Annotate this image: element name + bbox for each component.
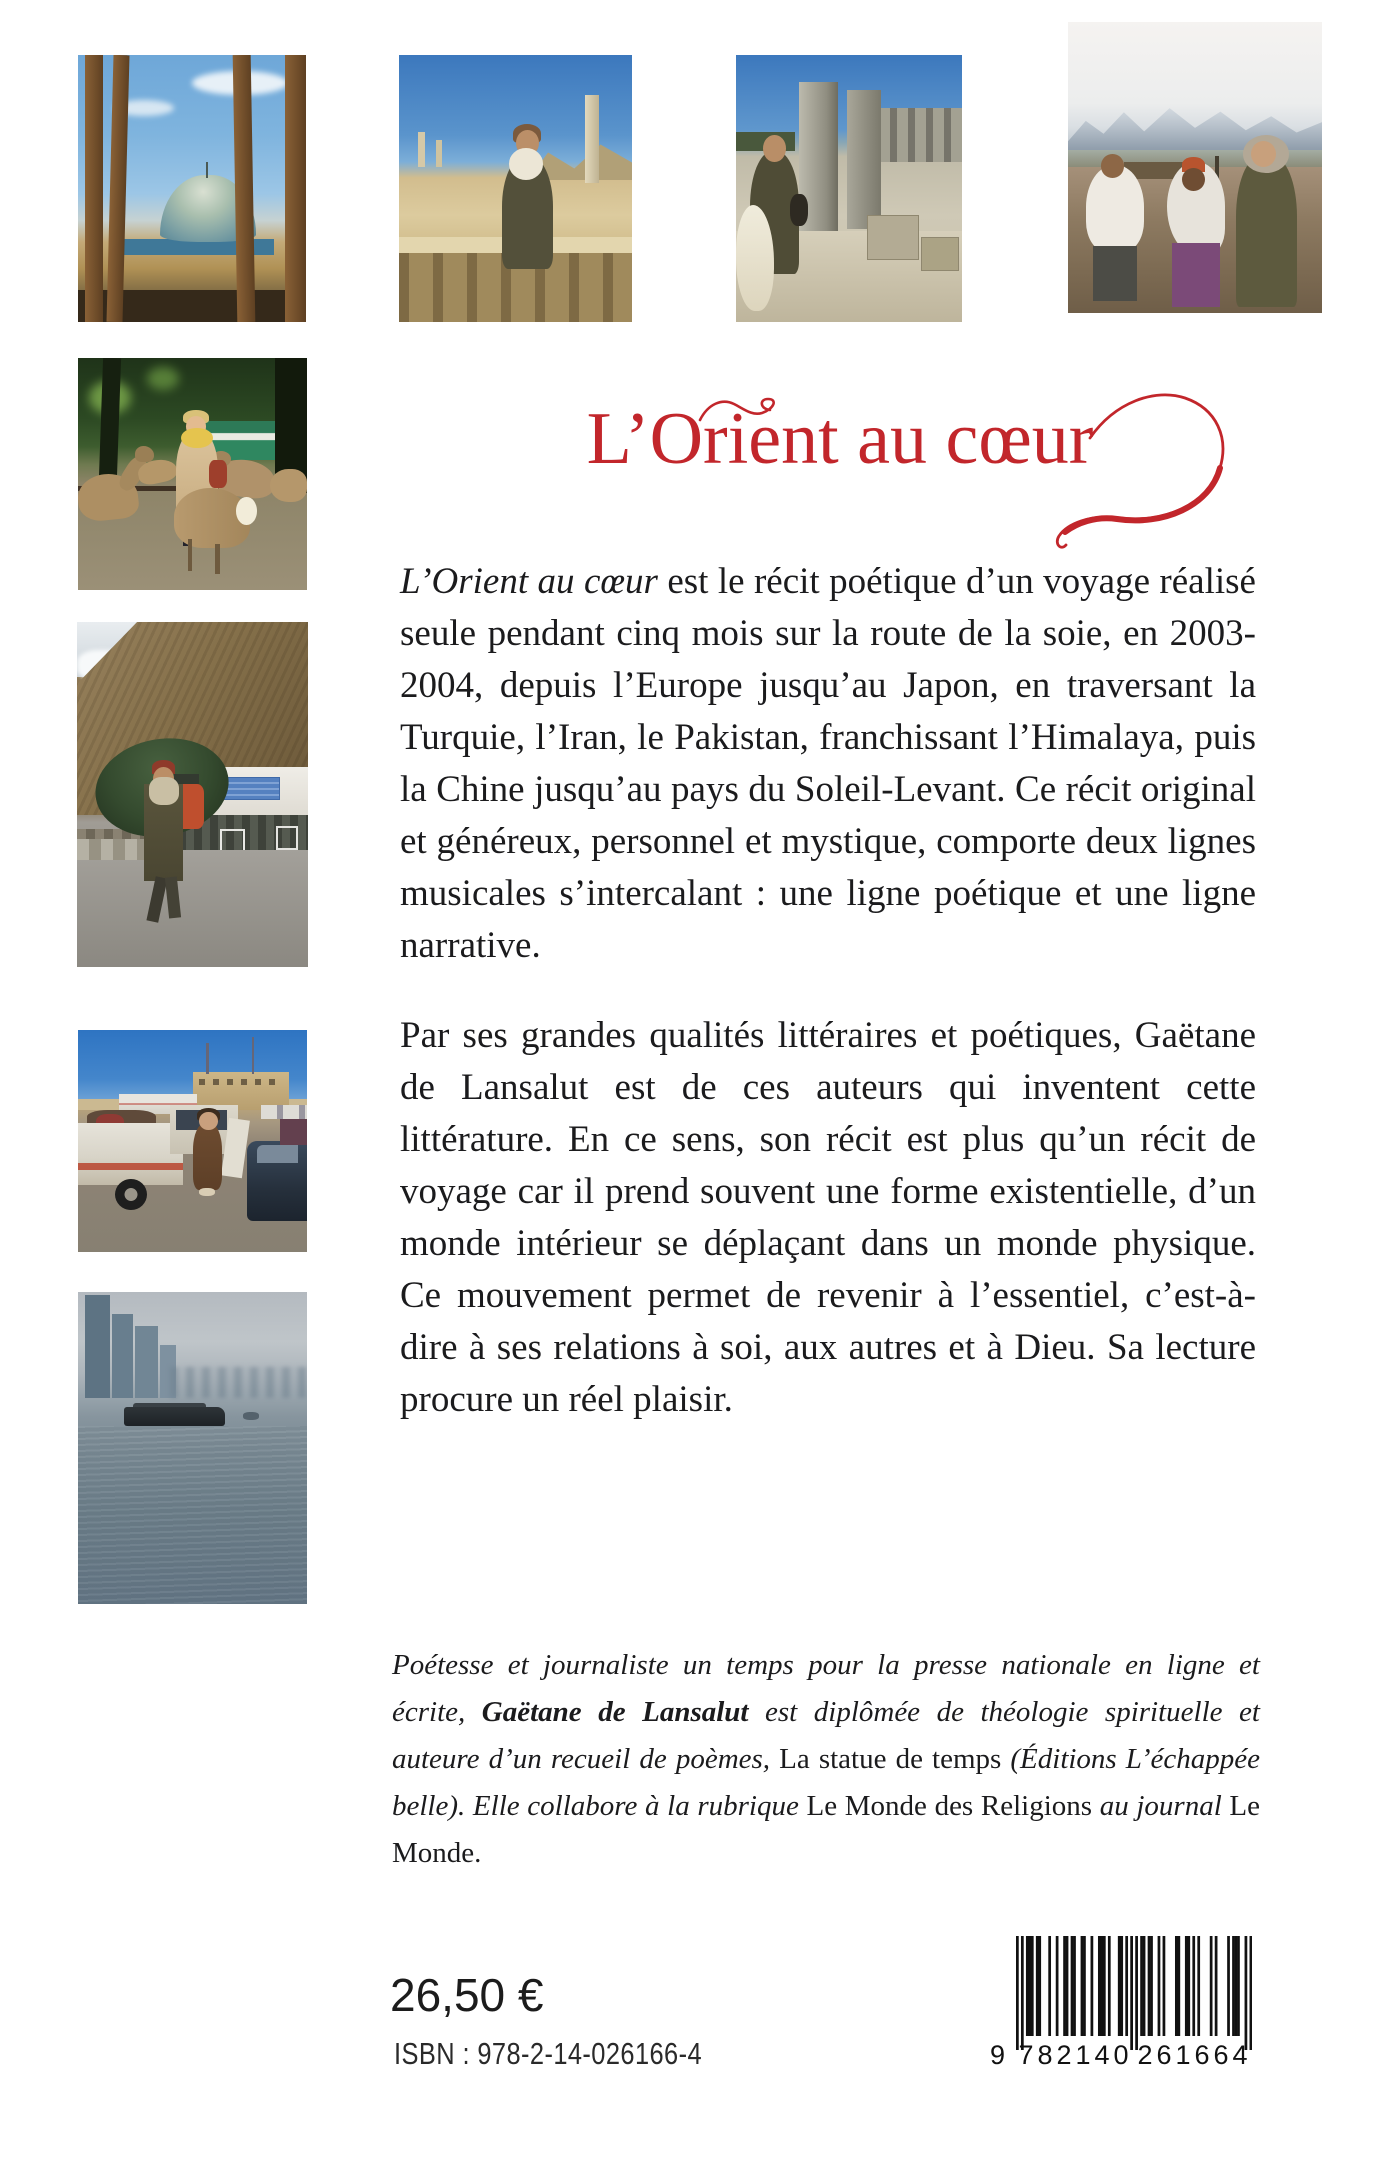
deer-tail-shape <box>236 497 257 525</box>
distant-skyline-shape <box>170 1367 307 1398</box>
barcode-bar <box>1021 1936 1024 2050</box>
deer-shape <box>270 469 307 501</box>
wood-pillar-shape <box>285 55 306 322</box>
barcode-bar <box>1026 1936 1029 2036</box>
barcode-bar <box>1232 1936 1235 2036</box>
ean13-barcode <box>990 1936 1260 2078</box>
stone-column-shape <box>585 95 599 183</box>
red-bag-shape <box>209 460 227 488</box>
barcode-bar <box>1036 1936 1039 2036</box>
woman-head-shape <box>1101 154 1124 177</box>
barcode-bar <box>1237 1936 1240 2036</box>
wood-pillar-shape <box>85 55 103 322</box>
barcode-bar <box>1081 1936 1084 2036</box>
photo-mountain-villagers <box>1068 22 1322 313</box>
photo-pickup-truck <box>78 1030 307 1252</box>
wire-chair-shape <box>276 826 298 851</box>
car-window-shape <box>257 1145 298 1163</box>
truck-wheel-shape <box>115 1179 147 1210</box>
barcode-bar <box>1120 1936 1123 2036</box>
photo-green-umbrella <box>77 622 308 967</box>
traveller-coat-shape <box>1236 156 1297 307</box>
text-segment: La statue de temps <box>779 1743 1002 1775</box>
barcode-bar <box>1227 1936 1230 2036</box>
dome-spire-shape <box>206 162 208 178</box>
truck-bed-shape <box>78 1123 183 1185</box>
foliage-light-shape <box>147 367 179 390</box>
purple-dress-shape <box>1172 243 1220 307</box>
photo-desert-excavation <box>399 55 632 322</box>
isbn: ISBN : 978-2-14-026166-4 <box>394 2036 703 2071</box>
barcode-bar <box>1038 1936 1041 2036</box>
stone-block-shape <box>921 237 959 271</box>
traveller-coat-shape <box>193 1123 223 1190</box>
shoulder-bag-shape <box>790 194 808 226</box>
text-segment: Le Monde. <box>392 1790 1260 1869</box>
photo-mosque-dome <box>78 55 306 322</box>
barcode-bar <box>1197 1936 1200 2036</box>
text-segment: est le récit poétique d’un voyage réalisé seule pendant cinq mois sur la route de la soie, en 2003-2004, depuis l’Europe jusqu’au Japon, en traversant la Turquie, l’Iran, le Pakistan, franchissant l’Himalaya, puis la Chine jusqu’au pays du Soleil-Levant. Ce récit original et généreux, personnel et mystique, comporte deux lignes musicales s’intercalant : une ligne poétique et une ligne narrative. <box>400 561 1256 966</box>
river-water-shape <box>78 1426 307 1604</box>
text-segment: Poétesse et journaliste un temps pour la presse nationale en ligne et écrite, <box>392 1649 1260 1728</box>
distant-column-shape <box>436 140 442 167</box>
lamp-post-shape <box>206 1043 208 1074</box>
barcode-bar <box>1148 1936 1151 2036</box>
barcode-bar <box>1140 1936 1143 2036</box>
barcode-bar <box>1192 1936 1195 2036</box>
maroon-car-shape <box>280 1119 307 1146</box>
text-segment: Le Monde des Religions <box>806 1790 1093 1822</box>
barcode-bar <box>1091 1936 1094 2036</box>
barcode-bar <box>1016 1936 1019 2050</box>
barcode-bar <box>1031 1936 1034 2036</box>
barcode-bar <box>1028 1936 1031 2036</box>
wood-pillar-shape <box>106 55 129 322</box>
woman-head-shape <box>1182 168 1205 191</box>
price: 26,50 € <box>390 1969 544 2021</box>
scarf-shape <box>149 777 179 805</box>
distant-column-shape <box>418 132 425 167</box>
traveller-head-shape <box>199 1112 217 1130</box>
barcode-bar <box>1150 1936 1153 2036</box>
traveller-feet-shape <box>199 1188 215 1197</box>
woman-white-shawl-shape <box>1086 165 1144 252</box>
barcode-bar <box>1215 1936 1218 2036</box>
parked-cars-shape <box>261 1105 307 1118</box>
barcode-bar <box>1250 1936 1252 2050</box>
synopsis <box>400 556 1256 1426</box>
text-segment: est diplômée de théologie spirituelle et auteure d’un recueil de poèmes, <box>392 1696 1260 1775</box>
barcode-digit-first: 9 <box>990 2040 1006 2070</box>
skyscraper-silhouette-shape <box>85 1295 110 1398</box>
barcode-digits-left: 782140 <box>1018 2040 1133 2070</box>
barcode-bar <box>1130 1936 1133 2050</box>
barcode-bar <box>1210 1936 1213 2036</box>
barcode-bar <box>1066 1936 1069 2036</box>
barcode-bar <box>1048 1936 1051 2036</box>
wood-pillar-shape <box>233 55 256 322</box>
barcode-bar <box>1056 1936 1059 2036</box>
barcode-bar <box>1063 1936 1066 2036</box>
barcode-bar <box>1103 1936 1106 2036</box>
deer-leg-shape <box>215 544 220 574</box>
synopsis-paragraph-2 <box>400 1010 1256 1426</box>
truck-stripe-shape <box>78 1163 183 1170</box>
barcode-digits-right: 261664 <box>1137 2040 1252 2070</box>
barcode-bar <box>1100 1936 1103 2036</box>
deer-head-shape <box>135 446 153 462</box>
synopsis-paragraph-1 <box>400 556 1256 972</box>
text-segment: (Éditions L’échappée belle). Elle collabore à la rubrique <box>392 1743 1260 1822</box>
photo-hazy-river <box>78 1292 307 1604</box>
stone-slab-shape <box>847 90 881 229</box>
barcode-bar <box>1235 1936 1238 2036</box>
lamp-post-shape <box>252 1037 254 1075</box>
pavement-shape <box>77 850 308 967</box>
barcode-bar <box>1143 1936 1146 2036</box>
barcode-bar <box>1245 1936 1248 2050</box>
skyscraper-silhouette-shape <box>135 1326 158 1398</box>
deer-leg-shape <box>188 539 193 571</box>
tan-building-shape <box>193 1072 289 1110</box>
barcode-bar <box>1071 1936 1074 2036</box>
book-title: L’Orient au cœur <box>586 398 1094 480</box>
barcode-bar <box>1118 1936 1121 2036</box>
barcode-digits <box>990 2040 1254 2071</box>
barcode-bar <box>1177 1936 1180 2036</box>
photo-stone-ruins <box>736 55 962 322</box>
barcode-bar <box>1125 1936 1128 2036</box>
text-segment: L’Orient au cœur <box>400 561 658 602</box>
barge-shape <box>124 1407 225 1426</box>
skyscraper-silhouette-shape <box>112 1314 133 1398</box>
barcode-bar <box>1185 1936 1188 2036</box>
text-segment: au journal <box>1092 1790 1230 1822</box>
text-segment: Par ses grandes qualités littéraires et poétiques, Gaëtane de Lansalut est de ces auteurs qui inventent cette littérature. En ce sens, son récit est plus qu’un récit de voyage car il prend souvent une forme existentielle, d’un monde intérieur se déplaçant dans un monde physique. Ce mouvement permet de revenir à l’essentiel, c’est-à-dire à ses relations à soi, aux autres et à Dieu. Sa lecture procure un réel plaisir. <box>400 1015 1256 1420</box>
title-flourish-swash <box>1045 386 1275 576</box>
barcode-bars <box>1016 1936 1252 2050</box>
author-bio <box>392 1642 1260 1877</box>
traveller-head-shape <box>763 135 786 162</box>
barcode-bar <box>1073 1936 1076 2036</box>
photo-deer-feeding <box>78 358 307 590</box>
tree-trunk-shape <box>99 358 122 479</box>
barcode-bar <box>1108 1936 1111 2036</box>
barcode-bar <box>1098 1936 1101 2036</box>
barcode-bar <box>1135 1936 1138 2050</box>
woman-skirt-shape <box>1093 246 1136 301</box>
stone-block-shape <box>867 215 919 260</box>
barcode-bar <box>1083 1936 1086 2036</box>
title-ornament-squiggle <box>698 396 793 426</box>
barcode-bar <box>1158 1936 1161 2036</box>
text-segment: Gaëtane de Lansalut <box>481 1696 749 1728</box>
barcode-bar <box>1187 1936 1190 2036</box>
barcode-bar <box>1163 1936 1166 2036</box>
building-windows-shape <box>199 1079 281 1086</box>
small-boat-shape <box>243 1412 259 1420</box>
barcode-bar <box>1175 1936 1178 2036</box>
